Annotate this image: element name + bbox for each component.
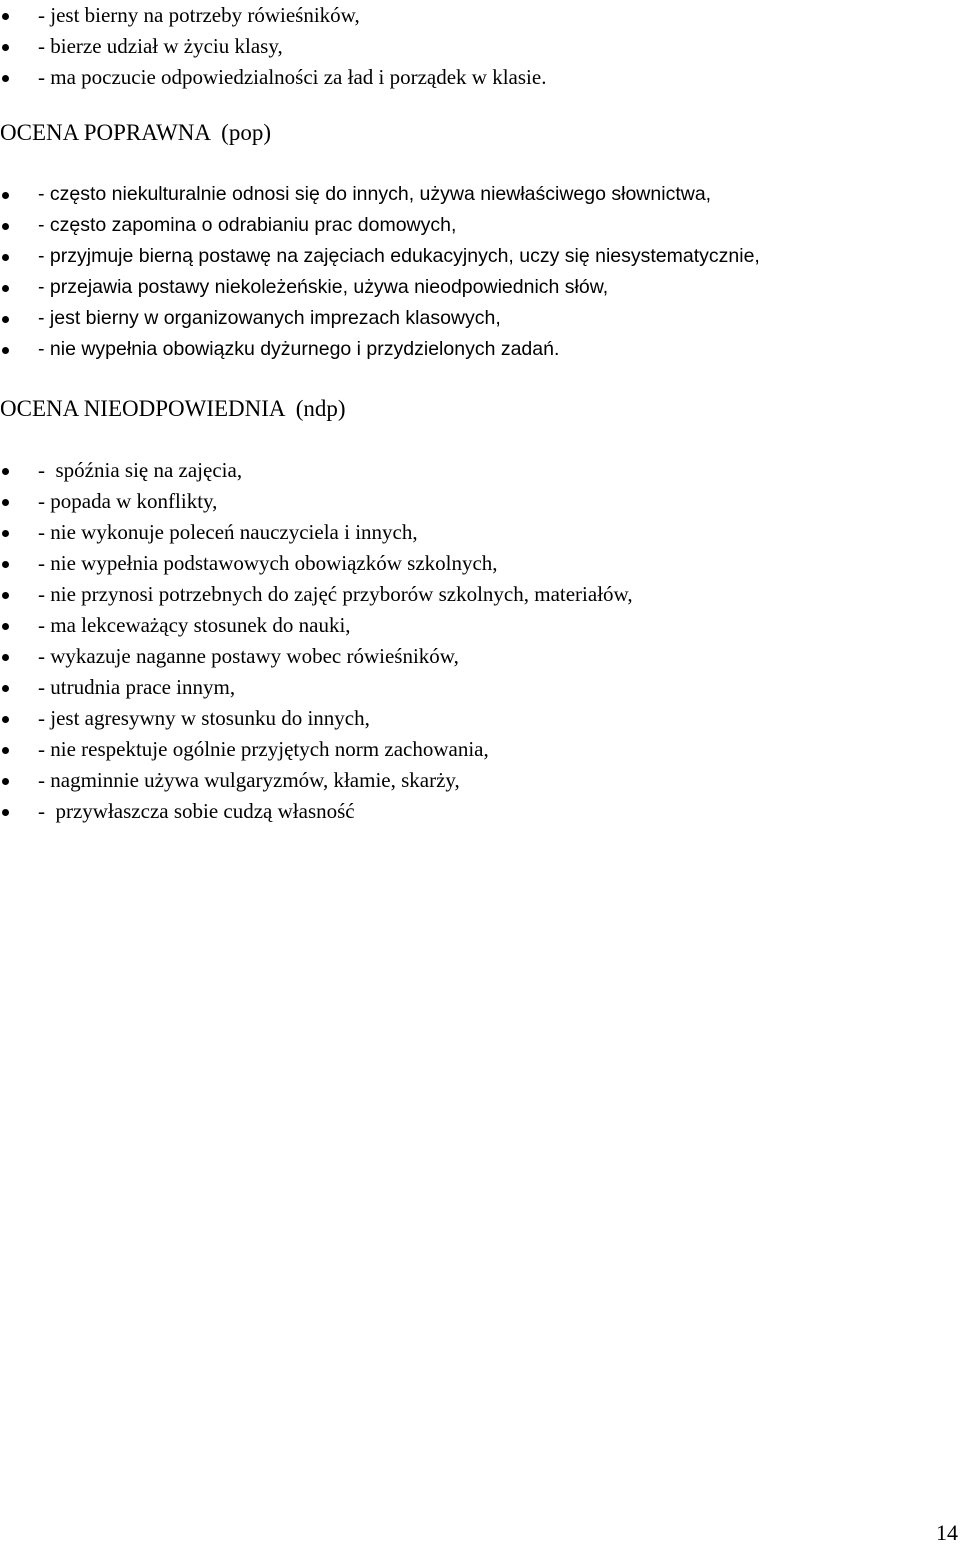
bullet-icon: [2, 75, 9, 82]
section-heading-ndp: OCENA NIEODPOWIEDNIA (ndp): [0, 396, 346, 421]
list-item: [0, 0, 546, 31]
bullet-icon: [2, 499, 9, 506]
bullet-icon: [2, 809, 9, 816]
list-item-text: - popada w konflikty,: [38, 489, 218, 513]
list-item-text: - nie respektuje ogólnie przyjętych norm zachowania,: [38, 737, 489, 761]
list-item: [0, 455, 633, 486]
list-item: [0, 610, 633, 641]
bullet-icon: [2, 530, 9, 537]
page-number: 14: [936, 1520, 958, 1545]
list-item: [0, 579, 633, 610]
list-item-text: - utrudnia prace innym,: [38, 675, 236, 699]
list-item: [0, 703, 633, 734]
list-item-text: - spóźnia się na zajęcia,: [38, 458, 243, 482]
list-item: [0, 517, 633, 548]
list-item-text: - często zapomina o odrabianiu prac domowych,: [38, 214, 457, 236]
list-item: [0, 641, 633, 672]
bullet-icon: [2, 254, 9, 261]
list-item-text: - nie przynosi potrzebnych do zajęć przyborów szkolnych, materiałów,: [38, 582, 633, 606]
bullet-icon: [2, 347, 9, 354]
list-item-text: - przejawia postawy niekoleżeńskie, używa nieodpowiednich słów,: [38, 276, 609, 298]
list-item-text: - nie wykonuje poleceń nauczyciela i innych,: [38, 520, 418, 544]
bullet-icon: [2, 716, 9, 723]
list-item: [0, 765, 633, 796]
list-item-text: - jest bierny w organizowanych imprezach klasowych,: [38, 307, 501, 329]
bullet-icon: [2, 747, 9, 754]
list-item-text: - nie wypełnia podstawowych obowiązków szkolnych,: [38, 551, 498, 575]
list-item: [0, 734, 633, 765]
pop-bullet-list: [0, 179, 760, 365]
list-item: [0, 210, 760, 241]
bullet-icon: [2, 561, 9, 568]
list-item-text: - ma poczucie odpowiedzialności za ład i porządek w klasie.: [38, 65, 547, 89]
list-item-text: - bierze udział w życiu klasy,: [38, 34, 283, 58]
list-item: [0, 486, 633, 517]
list-item-text: - jest bierny na potrzeby rówieśników,: [38, 3, 360, 27]
bullet-icon: [2, 592, 9, 599]
list-item-text: - nie wypełnia obowiązku dyżurnego i przydzielonych zadań.: [38, 338, 560, 360]
ndp-bullet-list: [0, 455, 633, 827]
list-item-text: - często niekulturalnie odnosi się do innych, używa niewłaściwego słownictwa,: [38, 183, 712, 205]
list-item-text: - przywłaszcza sobie cudzą własność: [38, 799, 355, 823]
bullet-icon: [2, 192, 9, 199]
list-item: [0, 548, 633, 579]
bullet-icon: [2, 223, 9, 230]
list-item: [0, 303, 760, 334]
bullet-icon: [2, 316, 9, 323]
bullet-icon: [2, 44, 9, 51]
list-item: [0, 272, 760, 303]
list-item: [0, 334, 760, 365]
list-item: [0, 179, 760, 210]
list-item: [0, 62, 546, 93]
bullet-icon: [2, 778, 9, 785]
list-item-text: - ma lekceważący stosunek do nauki,: [38, 613, 351, 637]
list-item: [0, 796, 633, 827]
list-item: [0, 241, 760, 272]
bullet-icon: [2, 685, 9, 692]
bullet-icon: [2, 285, 9, 292]
list-item-text: - nagminnie używa wulgaryzmów, kłamie, skarży,: [38, 768, 460, 792]
list-item-text: - przyjmuje bierną postawę na zajęciach edukacyjnych, uczy się niesystematycznie,: [38, 245, 760, 267]
list-item-text: - jest agresywny w stosunku do innych,: [38, 706, 370, 730]
top-bullet-list: [0, 0, 546, 93]
bullet-icon: [2, 13, 9, 20]
list-item: [0, 31, 546, 62]
list-item: [0, 672, 633, 703]
bullet-icon: [2, 654, 9, 661]
section-heading-pop: OCENA POPRAWNA (pop): [0, 120, 271, 145]
list-item-text: - wykazuje naganne postawy wobec rówieśników,: [38, 644, 459, 668]
bullet-icon: [2, 623, 9, 630]
bullet-icon: [2, 468, 9, 475]
